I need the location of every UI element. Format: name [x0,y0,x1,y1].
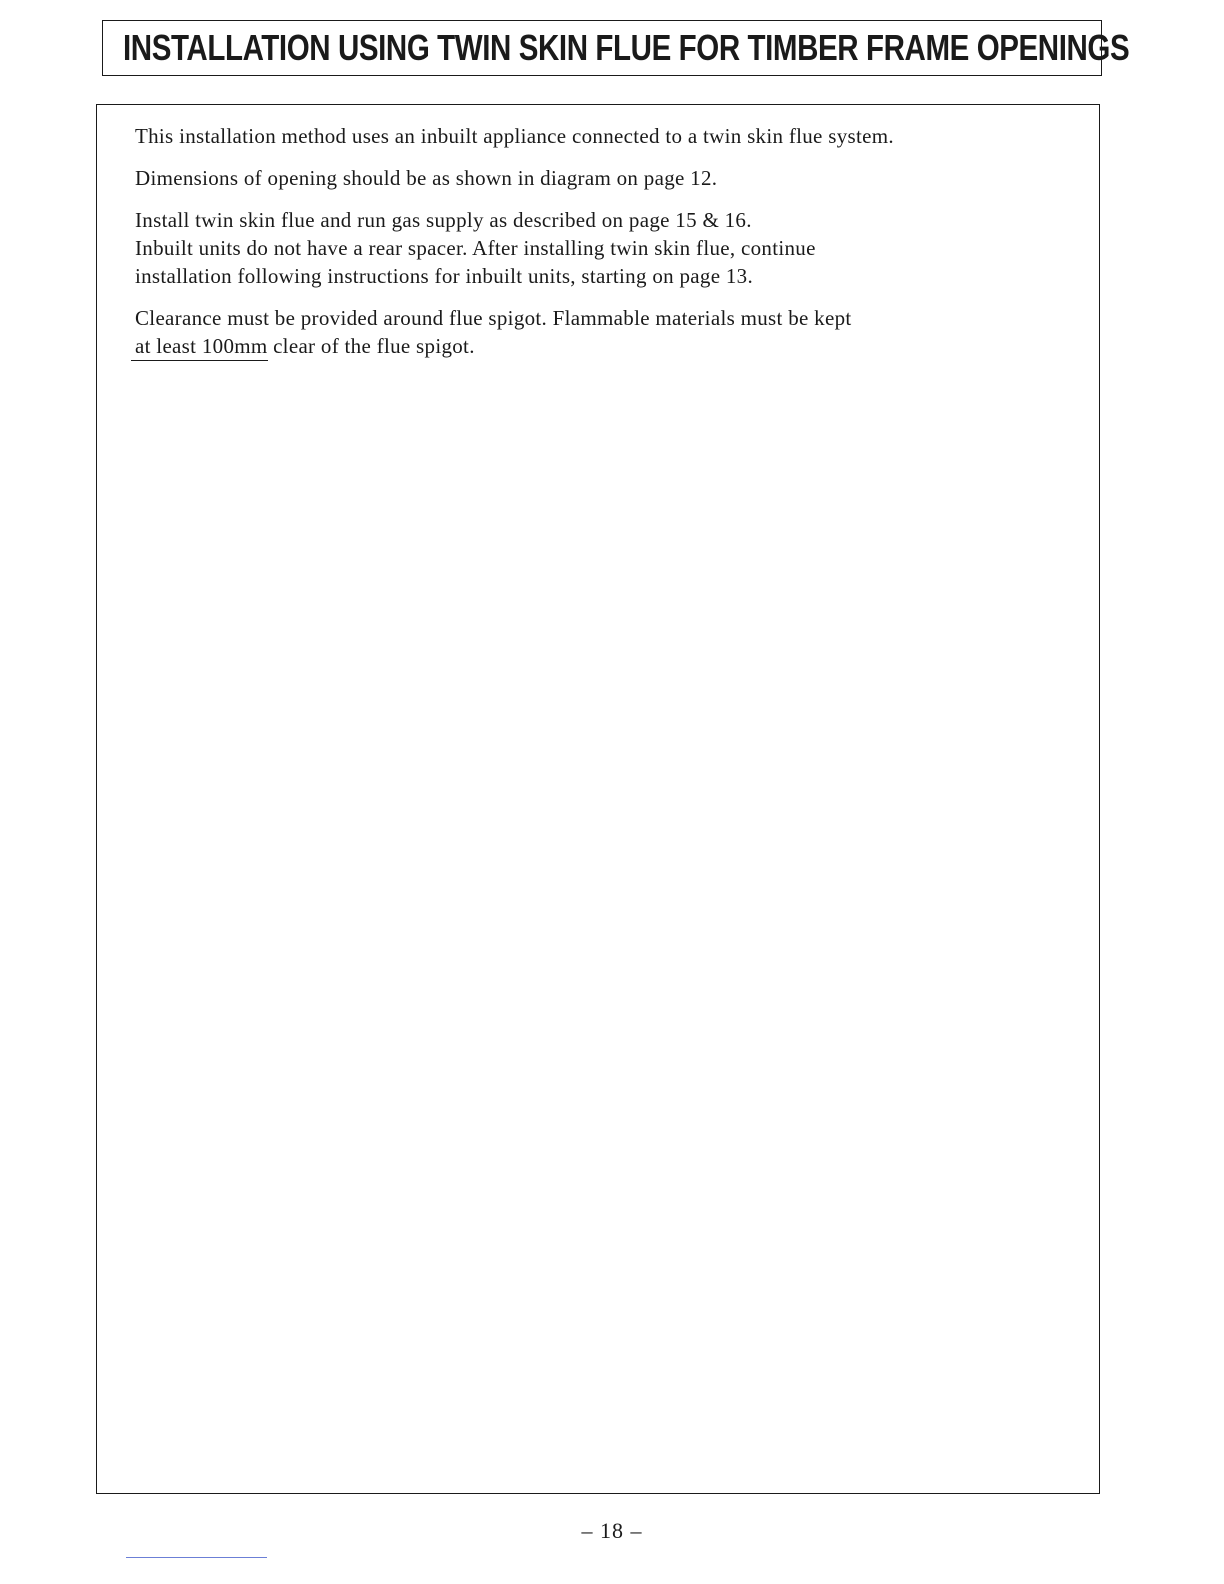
paragraph-intro [135,122,1079,150]
title-box [102,20,1130,76]
paragraph-dimensions [135,164,1079,192]
clearance-distance-emphasis: at least 100mm [131,334,268,361]
intro-text: This installation method uses an inbuilt appliance connected to a twin skin flue system. [135,124,894,148]
content-box [96,104,1100,1494]
paragraph-install [135,206,1079,290]
clearance-line-2 [135,332,1079,360]
install-line-2: Inbuilt units do not have a rear spacer. After installing twin skin flue, continue [135,236,816,260]
scan-mark-line [126,1557,267,1558]
install-line-1: Install twin skin flue and run gas supply as described on page 15 & 16. [135,208,752,232]
clearance-line-1: Clearance must be provided around flue spigot. Flammable materials must be kept [135,306,852,330]
dimensions-text: Dimensions of opening should be as shown in diagram on page 12. [135,166,718,190]
install-line-3: installation following instructions for inbuilt units, starting on page 13. [135,264,754,288]
content-text [135,122,1079,374]
paragraph-clearance [135,304,1079,360]
page-number: – 18 – [581,1518,643,1543]
clearance-line-2-rest: clear of the flue spigot. [267,334,475,358]
page-title: INSTALLATION USING TWIN SKIN FLUE FOR TIMBER FRAME OPENINGS [123,27,1130,68]
